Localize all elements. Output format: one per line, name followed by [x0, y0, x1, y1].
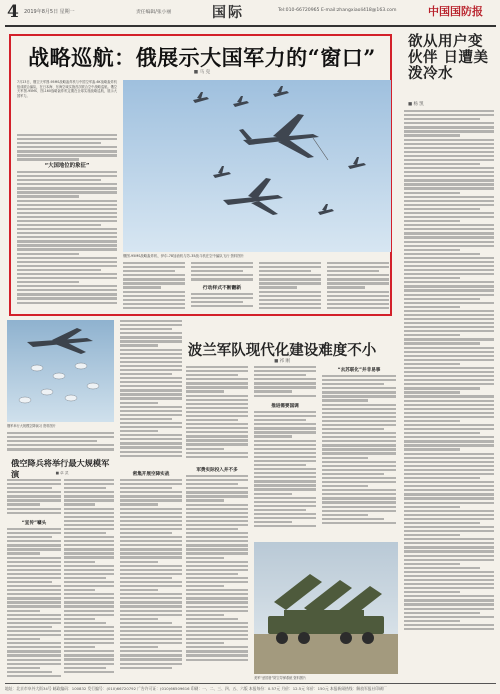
page-number: 4	[7, 2, 19, 22]
missile-system-image	[254, 542, 398, 674]
main-story-column-2	[254, 366, 316, 538]
left-story-byline: ■ 卓 武	[55, 471, 69, 475]
feature-subhead-2: 行动样式不断翻新	[202, 286, 242, 291]
contact-info: Tel:010-66720965 E-mail:zhangxiaoli418@163.com	[278, 8, 397, 13]
header-rule	[5, 25, 496, 27]
text-lines	[123, 262, 185, 312]
text-lines	[327, 262, 389, 312]
text-lines	[7, 479, 61, 519]
text-lines	[191, 262, 253, 284]
feature-subhead-1: “大国地位的象征”	[44, 163, 90, 169]
text-lines	[7, 528, 61, 678]
feature-lead: 7月23日，俄空天军图-95MS战略轰炸机与中国空军轰-6K战略轰炸机组成联合编队，在日本海、东海空域实施首次联合空中战略巡航。俄空天军图-95MS、图-160战略轰炸机定期在全球实施战略巡航，展示大国军力。	[17, 80, 117, 98]
feature-photo-caption: 俄图-95MS战略轰炸机、伊尔-78加油机与苏-35战斗机在空中编队飞行 资料图片	[123, 254, 245, 258]
left-story-column-2	[120, 470, 182, 678]
main-story-column-1	[186, 366, 248, 678]
text-lines	[17, 171, 117, 305]
right-story-headline: 欲从用户变伙伴 日遭美泼冷水	[408, 33, 489, 82]
paratrooper-drop-photo	[7, 320, 114, 422]
text-lines	[259, 262, 321, 312]
aircraft-formation-photo	[123, 80, 391, 252]
main-story-column-3	[322, 366, 396, 538]
left-story-subhead-1: “宣传”噱头	[21, 521, 47, 526]
text-lines	[186, 366, 248, 466]
paratrooper-drop-image	[7, 320, 114, 422]
text-lines	[191, 293, 253, 311]
text-lines	[254, 411, 316, 537]
main-story-subhead-1: 军费实际投入并不多	[196, 468, 238, 473]
text-lines	[64, 479, 114, 679]
page-header	[0, 0, 500, 26]
left-story-headline: 俄空降兵将举行最大规模军演	[11, 458, 110, 479]
page-footer: 地址：北京市阜外大街34号 邮政编码：100832 发行编号：(010)66720792 广告许可证：(010)66509616 印刷：一、二、三、四、五、六版 本报每份：0.57元 月价：12.5元 年价：150元 本报新闻热线：解放军报社印刷厂	[5, 683, 496, 692]
text-lines	[120, 479, 182, 675]
main-story-headline: 波兰军队现代化建设难度不小	[187, 342, 377, 359]
newspaper-logo: 中国国防报	[428, 5, 483, 18]
text-lines	[17, 134, 117, 162]
text-lines	[322, 375, 396, 537]
text-lines	[120, 320, 182, 466]
main-story-byline: ■ 祁 刚	[274, 359, 290, 364]
main-story-subhead-3: “去苏联化”并非易事	[337, 368, 381, 373]
issue-date: 2019年8月5日 星期一	[24, 9, 75, 15]
text-lines	[186, 475, 248, 675]
feature-column-1	[17, 80, 117, 310]
section-title: 国际	[212, 5, 244, 21]
text-lines	[7, 432, 114, 454]
feature-story-box	[9, 34, 392, 316]
aircraft-formation-image	[123, 80, 391, 252]
paratrooper-photo-caption: 俄军举行大规模空降演习 资料图片	[7, 424, 56, 428]
main-story-subhead-2: 推进需要国调	[271, 404, 299, 409]
feature-headline: 战略巡航：俄展示大国军力的“窗口”	[28, 45, 376, 70]
left-story-column-1	[7, 479, 61, 679]
missile-system-photo	[254, 542, 398, 674]
right-story-byline: ■ 杨 凯	[408, 102, 424, 107]
missile-photo-caption: 美军“爱国者”防空导弹系统 资料图片	[254, 676, 307, 680]
feature-column-3	[191, 262, 253, 312]
feature-byline: ■ 马 克	[193, 70, 211, 75]
text-lines	[254, 366, 316, 402]
editor-credit: 责任编辑/张小丽	[136, 10, 172, 15]
text-lines	[404, 110, 494, 678]
left-story-subhead-2: 密集开展空降实战	[132, 472, 170, 477]
